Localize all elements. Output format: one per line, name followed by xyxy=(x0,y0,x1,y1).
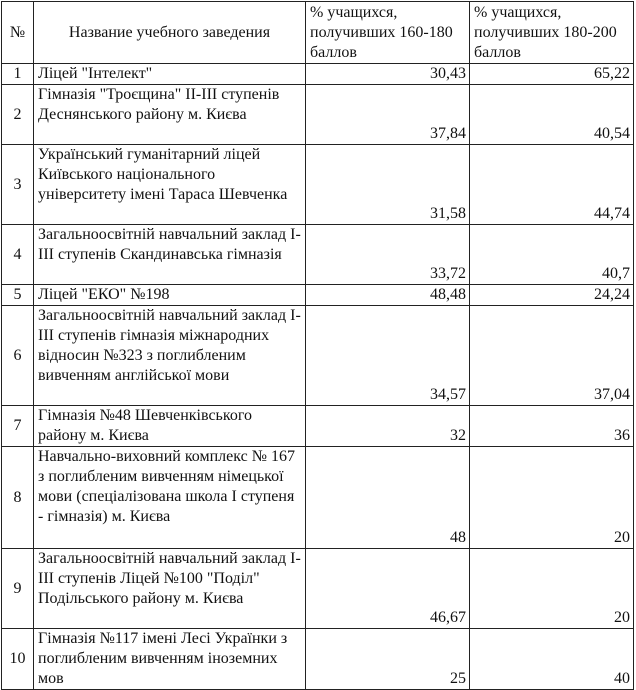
percent-160-180: 34,57 xyxy=(306,306,470,406)
percent-180-200: 40,7 xyxy=(470,225,634,285)
percent-160-180: 37,84 xyxy=(306,85,470,145)
row-number: 4 xyxy=(2,225,34,285)
table-row xyxy=(2,306,634,406)
percent-160-180: 33,72 xyxy=(306,225,470,285)
school-name: Навчально-виховний комплекс № 167 з поглибленим вивченням німецької мови (спеціалізована школа І ступеня - гімназія) м. Києва xyxy=(34,447,306,549)
row-number: 1 xyxy=(2,64,34,85)
row-number: 7 xyxy=(2,406,34,447)
school-name: Український гуманітарний ліцей Київського національного університету імені Тараса Шевченка xyxy=(34,145,306,225)
school-name: Ліцей "Інтелект" xyxy=(34,64,306,85)
percent-160-180: 46,67 xyxy=(306,549,470,629)
school-name: Загальноосвітній навчальний заклад І-ІІІ ступенів Скандинавська гімназія xyxy=(34,225,306,285)
school-name: Гімназія "Троєщина" ІІ-ІІІ ступенів Деснянського району м. Києва xyxy=(34,85,306,145)
header-row xyxy=(2,2,634,64)
table-row xyxy=(2,85,634,145)
row-number: 8 xyxy=(2,447,34,549)
school-name: Загальноосвітній навчальний заклад І-ІІІ ступенів Ліцей №100 "Поділ" Подільського району м. Києва xyxy=(34,549,306,629)
header-160-180: % учащихся, получивших 160-180 баллов xyxy=(306,2,470,64)
percent-180-200: 20 xyxy=(470,549,634,629)
header-number: № xyxy=(2,2,34,64)
percent-180-200: 37,04 xyxy=(470,306,634,406)
percent-180-200: 24,24 xyxy=(470,285,634,306)
row-number: 9 xyxy=(2,549,34,629)
table-row xyxy=(2,64,634,85)
table-row xyxy=(2,225,634,285)
table-row xyxy=(2,629,634,690)
row-number: 6 xyxy=(2,306,34,406)
table-row xyxy=(2,447,634,549)
school-name: Гімназія №117 імені Лесі Українки з поглибленим вивченням іноземних мов xyxy=(34,629,306,690)
percent-160-180: 30,43 xyxy=(306,64,470,85)
percent-160-180: 48,48 xyxy=(306,285,470,306)
school-name: Ліцей "ЕКО" №198 xyxy=(34,285,306,306)
header-name: Название учебного заведения xyxy=(34,2,306,64)
percent-160-180: 48 xyxy=(306,447,470,549)
percent-180-200: 40,54 xyxy=(470,85,634,145)
percent-180-200: 40 xyxy=(470,629,634,690)
percent-180-200: 36 xyxy=(470,406,634,447)
percent-180-200: 44,74 xyxy=(470,145,634,225)
school-name: Загальноосвітній навчальний заклад І-ІІІ ступенів гімназія міжнародних відносин №323 з поглибленим вивченням англійської мови xyxy=(34,306,306,406)
percent-160-180: 31,58 xyxy=(306,145,470,225)
table-row xyxy=(2,549,634,629)
percent-180-200: 20 xyxy=(470,447,634,549)
header-180-200: % учащихся, получивших 180-200 баллов xyxy=(470,2,634,64)
percent-160-180: 25 xyxy=(306,629,470,690)
school-name: Гімназія №48 Шевченківського району м. Києва xyxy=(34,406,306,447)
row-number: 2 xyxy=(2,85,34,145)
table-row xyxy=(2,406,634,447)
row-number: 5 xyxy=(2,285,34,306)
percent-180-200: 65,22 xyxy=(470,64,634,85)
percent-160-180: 32 xyxy=(306,406,470,447)
row-number: 3 xyxy=(2,145,34,225)
table-row xyxy=(2,145,634,225)
table-row xyxy=(2,285,634,306)
schools-table xyxy=(1,1,634,690)
row-number: 10 xyxy=(2,629,34,690)
